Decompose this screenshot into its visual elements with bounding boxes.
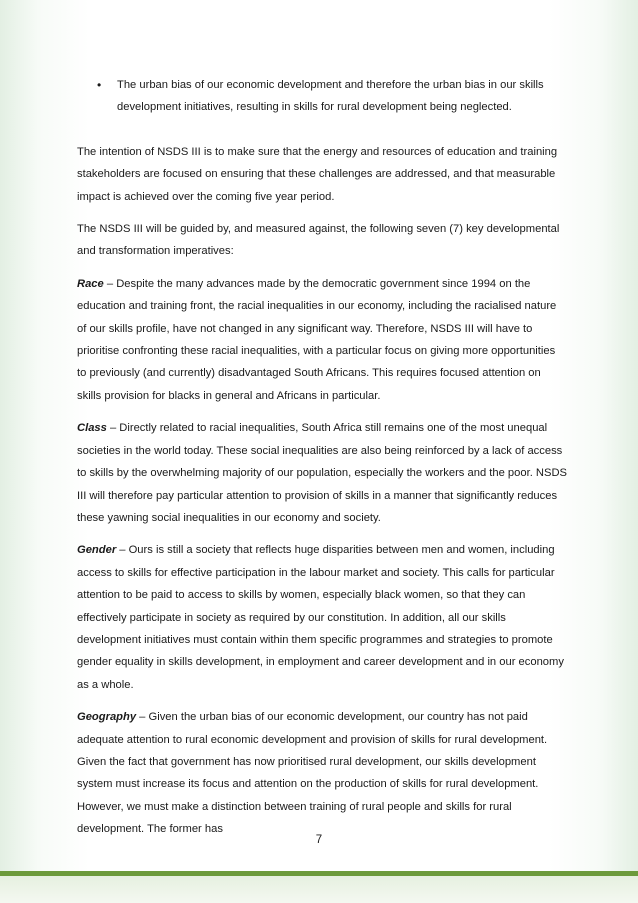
page-number: 7 <box>315 834 323 846</box>
bullet-text: The urban bias of our economic development and therefore the urban bias in our skills development initiatives, resulting in skills for rural development being neglected. <box>117 79 544 114</box>
imperative-text: – Directly related to racial inequalities, South Africa still remains one of the most unequal societies in the world today. These social inequalities are also being reinforced by a lack of access to skills by the overwhelming majority of our population, especially the workers and the poor. NSDS III will therefore pay particular attention to provision of skills in a manner that significantly reduces these yawning social inequalities in our economy and society. <box>77 422 568 524</box>
paragraph-intention: The intention of NSDS III is to make sure that the energy and resources of education and training stakeholders are focused on ensuring that these challenges are addressed, and that measurable impact is achieved over the coming five year period. <box>77 145 558 203</box>
imperative-text: – Given the urban bias of our economic development, our country has not paid adequate attention to rural economic development and provision of skills for rural development. Given the fact that government has now prioritised rural development, our skills development system must increase its focus and attention on the production of skills for rural development. However, we must make a distinction between training of rural people and skills for rural development. The former has <box>77 711 548 836</box>
imperative-race <box>77 273 567 407</box>
imperative-gender <box>77 539 567 696</box>
imperative-term: Gender <box>77 544 117 557</box>
imperative-term: Race <box>77 277 104 290</box>
footer-band <box>0 876 638 903</box>
imperative-text: – Ours is still a society that reflects huge disparities between men and women, including access to skills for effective participation in the labour market and society. This calls for particular attention to be paid to access to skills by women, especially black women, so that they can effectively participate in society as required by our constitution. In addition, all our skills development initiatives must contain within them specific programmes and strategies to promote gender equality in skills development, in employment and career development and in our economy as a whole. <box>77 544 564 691</box>
imperative-geography <box>77 706 567 840</box>
bullet-icon: • <box>97 78 102 92</box>
imperative-term: Class <box>77 422 107 435</box>
imperative-class <box>77 417 567 529</box>
paragraph-guided: The NSDS III will be guided by, and measured against, the following seven (7) key developmental and transformation imperatives: <box>77 223 560 258</box>
imperative-text: – Despite the many advances made by the democratic government since 1994 on the education and training front, the racial inequalities in our economy, including the racialised nature of our skills profile, have not changed in any significant way. Therefore, NSDS III will have to prioritise confronting these racial inequalities, with a particular focus on giving more opportunities to previously (and currently) disadvantaged South Africans. This requires focused attention on skills provision for blacks in general and Africans in particular. <box>77 277 557 402</box>
page-content <box>77 74 567 851</box>
imperative-term: Geography <box>77 711 137 724</box>
bullet-item <box>97 74 567 119</box>
